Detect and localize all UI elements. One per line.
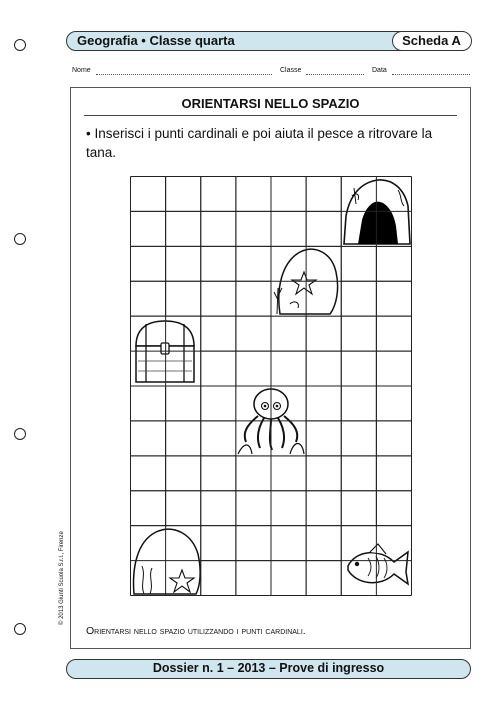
exercise-title: ORIENTARSI NELLO SPAZIO [181,96,360,111]
name-label: Nome [72,67,91,74]
class-label: Classe [280,67,302,74]
orientation-grid[interactable] [130,176,412,596]
sheet-label: Scheda A [392,31,472,51]
binder-hole [14,428,26,440]
date-label: Data [372,67,387,74]
date-field[interactable] [392,74,470,75]
class-field[interactable] [306,74,364,75]
binder-hole [14,623,26,635]
exercise-instruction: • Inserisci i punti cardinali e poi aiuta il pesce a ritrovare la tana. [86,126,433,160]
binder-hole [14,39,26,51]
binder-hole [14,233,26,245]
subject-title: Geografia • Classe quarta [77,33,235,48]
learning-objective: Orientarsi nello spazio utilizzando i punti cardinali. [86,625,306,637]
header-bar [66,31,471,51]
student-fields [70,67,472,79]
name-field[interactable] [96,74,272,75]
copyright-notice: © 2013 Giunti Scuola S.r.l., Firenze [59,531,65,625]
footer-bar: Dossier n. 1 – 2013 – Prove di ingresso [66,659,471,679]
title-divider [84,115,457,116]
